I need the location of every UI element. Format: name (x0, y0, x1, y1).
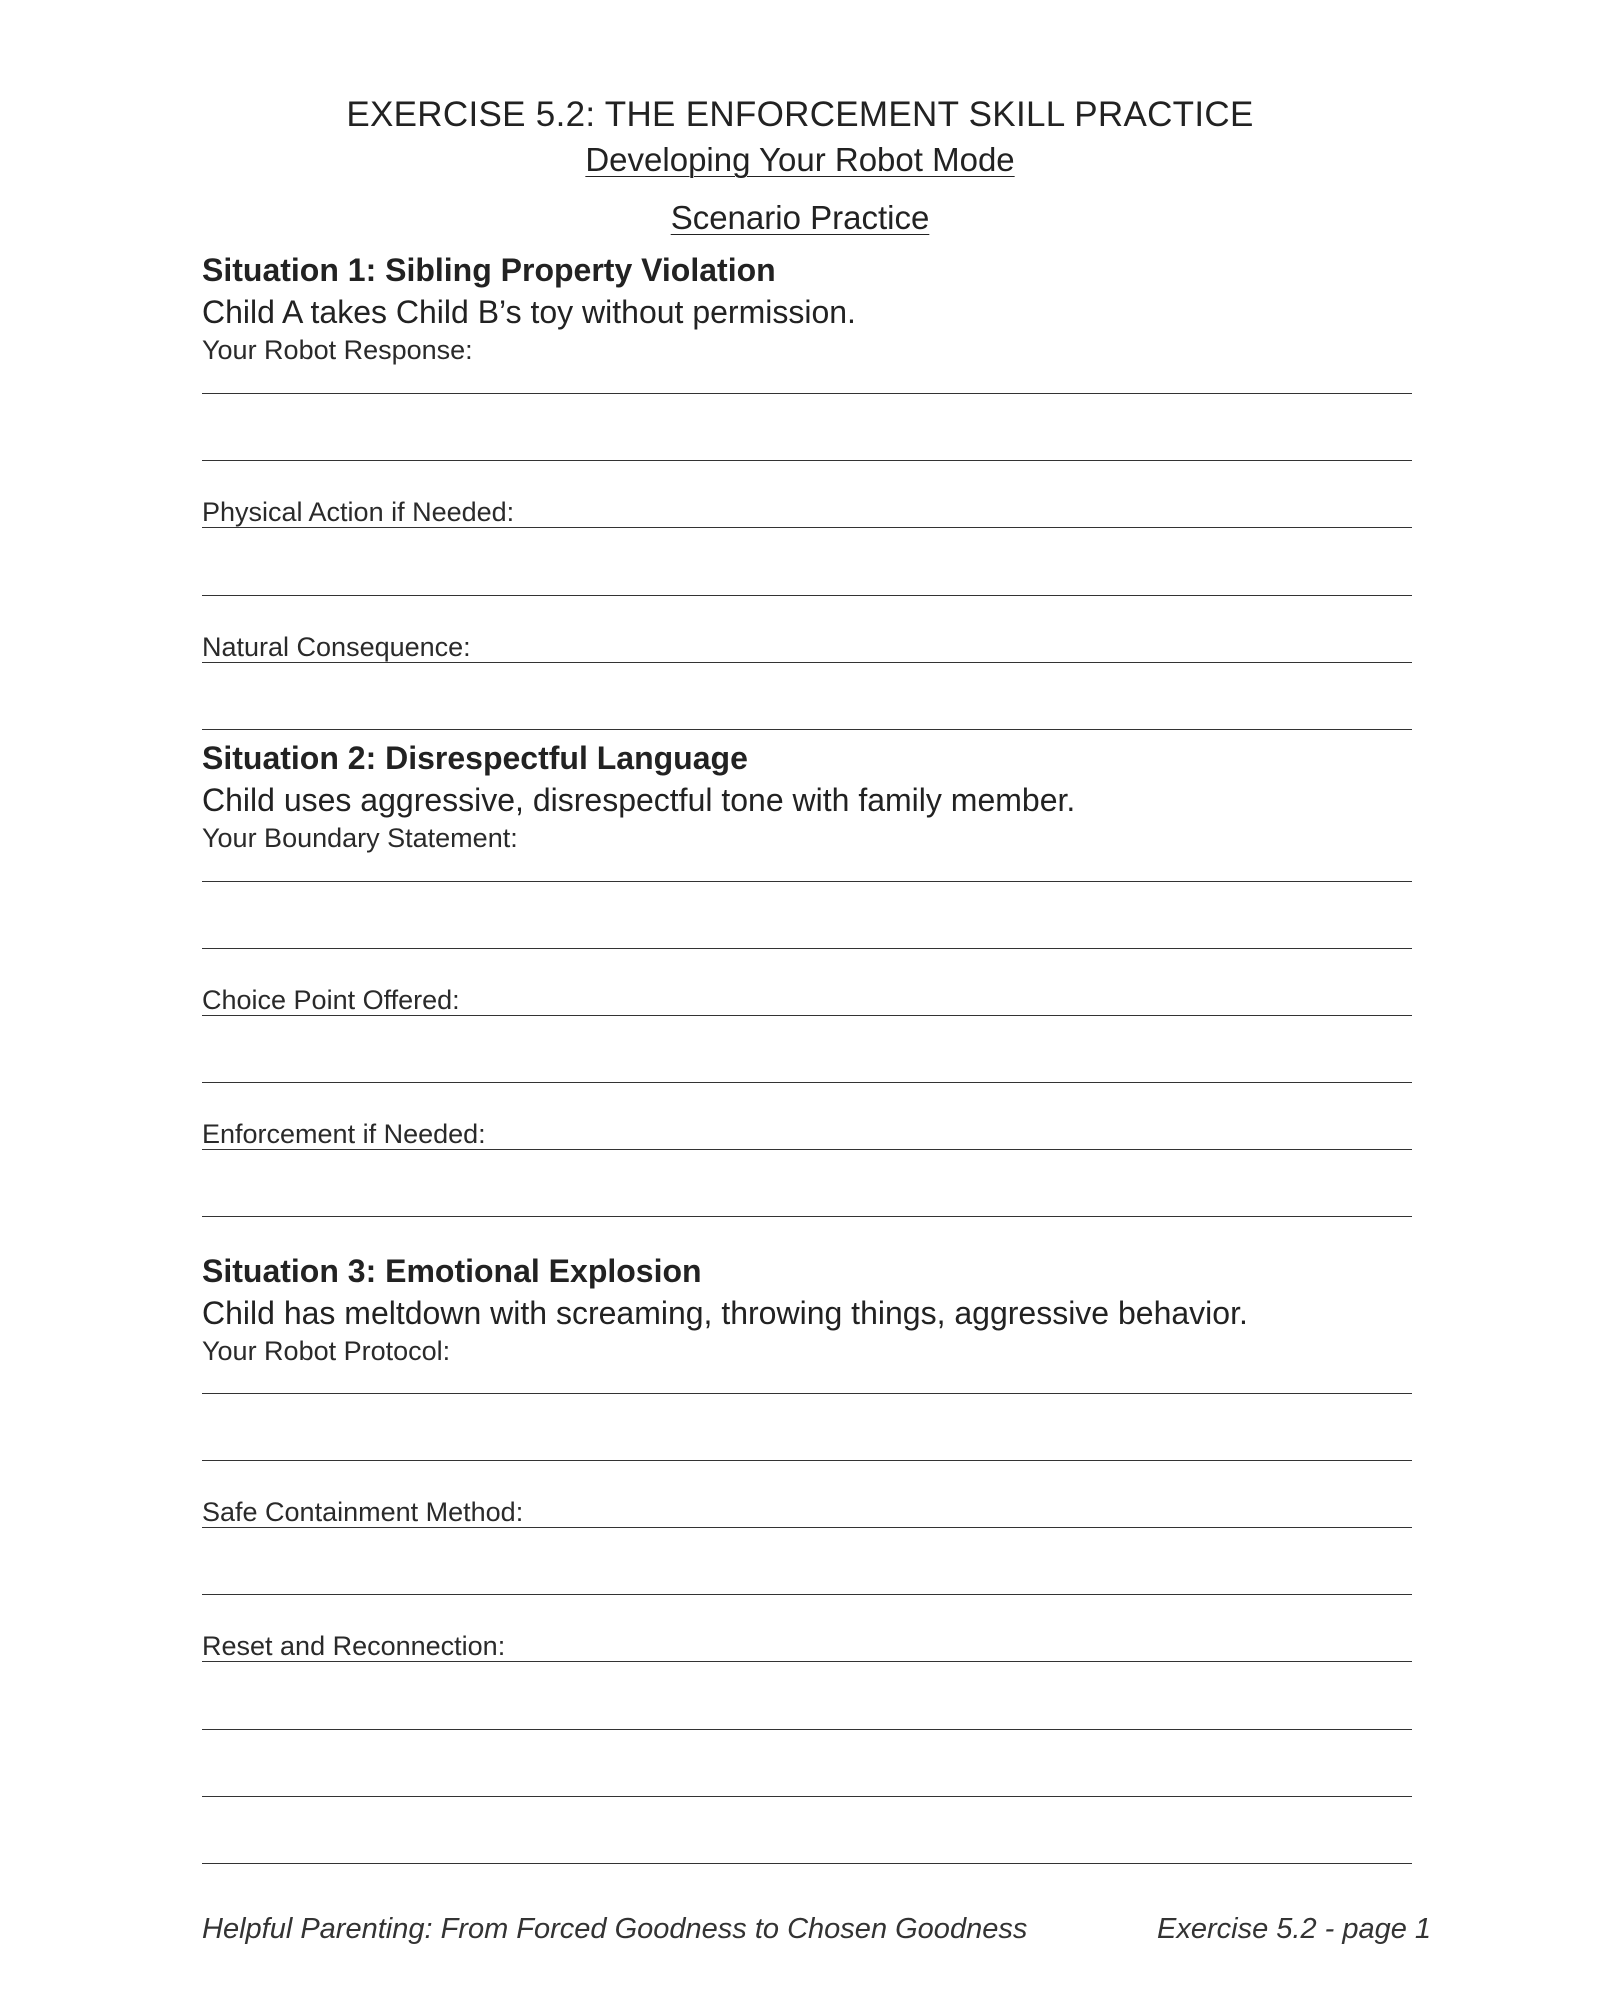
page-title: EXERCISE 5.2: THE ENFORCEMENT SKILL PRACTICE (346, 95, 1254, 134)
response-label: Your Boundary Statement: (202, 823, 518, 853)
situation-title: Situation 2: Disrespectful Language (202, 740, 748, 776)
footer-book-title: Helpful Parenting: From Forced Goodness to Chosen Goodness (202, 1913, 1028, 1945)
response-label: Your Robot Response: (202, 335, 473, 365)
footer-page-label: Exercise 5.2 - page 1 (1157, 1913, 1432, 1945)
page-subtitle: Developing Your Robot Mode (585, 141, 1015, 178)
situation-description: Child has meltdown with screaming, throwing things, aggressive behavior. (202, 1295, 1248, 1331)
field-label: Enforcement if Needed: (202, 1119, 486, 1149)
field-label: Natural Consequence: (202, 632, 471, 662)
situation-1 (202, 249, 1412, 367)
answer-line[interactable] (202, 595, 1412, 596)
situation-3 (202, 1250, 1412, 1368)
answer-line[interactable] (202, 1863, 1412, 1864)
answer-line[interactable] (202, 1015, 1412, 1016)
answer-line[interactable] (202, 1661, 1412, 1662)
field-label: Reset and Reconnection: (202, 1631, 506, 1661)
answer-line[interactable] (202, 393, 1412, 394)
answer-line[interactable] (202, 1796, 1412, 1797)
answer-line[interactable] (202, 881, 1412, 882)
response-label: Your Robot Protocol: (202, 1336, 451, 1366)
situation-title: Situation 1: Sibling Property Violation (202, 252, 776, 288)
answer-line[interactable] (202, 1149, 1412, 1150)
section-heading: Scenario Practice (670, 199, 930, 236)
answer-line[interactable] (202, 1527, 1412, 1528)
situation-title: Situation 3: Emotional Explosion (202, 1253, 702, 1289)
answer-line[interactable] (202, 948, 1412, 949)
answer-line[interactable] (202, 1594, 1412, 1595)
situation-description: Child uses aggressive, disrespectful tone with family member. (202, 782, 1076, 818)
answer-line[interactable] (202, 729, 1412, 730)
answer-line[interactable] (202, 1216, 1412, 1217)
answer-line[interactable] (202, 1082, 1412, 1083)
situation-2 (202, 737, 1412, 855)
field-label: Safe Containment Method: (202, 1497, 524, 1527)
answer-line[interactable] (202, 1460, 1412, 1461)
answer-line[interactable] (202, 1729, 1412, 1730)
page-header (0, 92, 1600, 240)
answer-line[interactable] (202, 1393, 1412, 1394)
field-label: Physical Action if Needed: (202, 497, 515, 527)
answer-line[interactable] (202, 460, 1412, 461)
answer-line[interactable] (202, 662, 1412, 663)
field-label: Choice Point Offered: (202, 985, 460, 1015)
answer-line[interactable] (202, 527, 1412, 528)
situation-description: Child A takes Child B’s toy without permission. (202, 294, 856, 330)
